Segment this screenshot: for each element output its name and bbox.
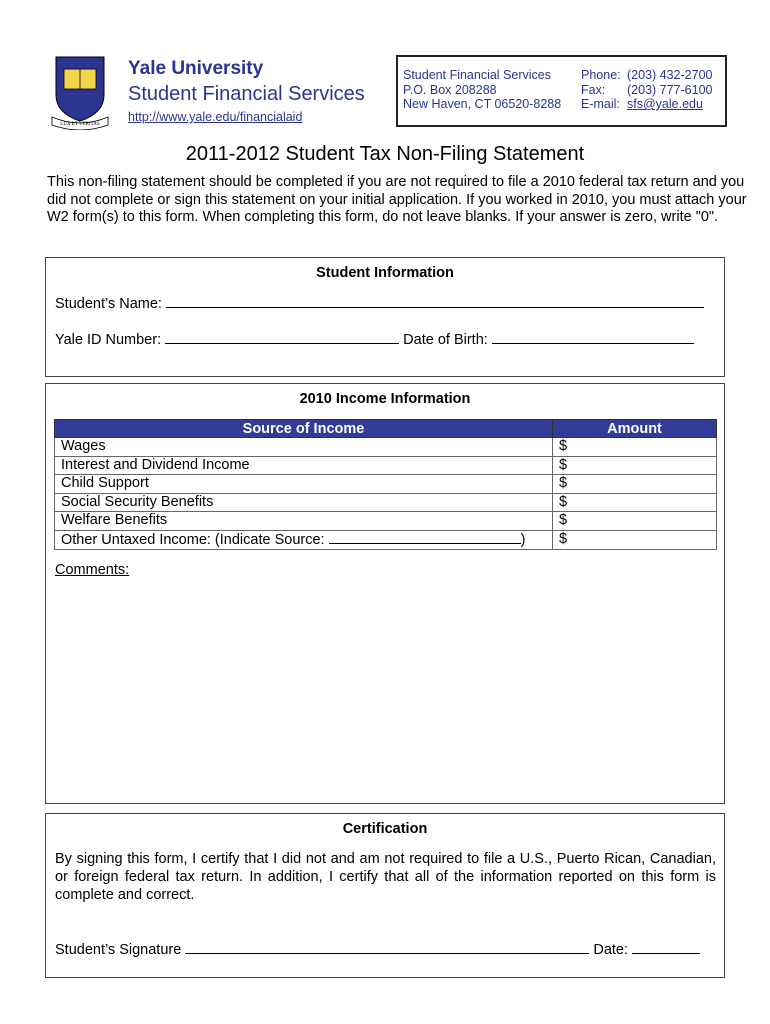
income-source: Welfare Benefits bbox=[55, 512, 553, 531]
income-heading: 2010 Income Information bbox=[299, 391, 471, 407]
table-row bbox=[55, 530, 717, 549]
table-row bbox=[55, 512, 717, 531]
income-source: Child Support bbox=[55, 475, 553, 494]
paren-close: ) bbox=[520, 531, 526, 548]
fax-value: (203) 777-6100 bbox=[627, 82, 713, 97]
department-name: Student Financial Services bbox=[128, 83, 365, 105]
svg-text:LUX ET VERITAS: LUX ET VERITAS bbox=[60, 122, 100, 127]
signature-field[interactable] bbox=[185, 940, 589, 954]
contact-po-box: P.O. Box 208288 bbox=[403, 82, 497, 97]
amount-field[interactable]: $ bbox=[553, 475, 717, 494]
page-title: 2011-2012 Student Tax Non-Filing Statement bbox=[185, 143, 585, 165]
dob-label: Date of Birth: bbox=[403, 332, 488, 348]
yale-id-field[interactable] bbox=[165, 330, 399, 344]
column-header-amount: Amount bbox=[553, 420, 717, 438]
table-row bbox=[55, 438, 717, 457]
amount-field[interactable]: $ bbox=[553, 512, 717, 531]
table-row bbox=[55, 493, 717, 512]
yale-id-label: Yale ID Number: bbox=[55, 332, 162, 348]
certification-text: By signing this form, I certify that I did not and am not required to file a U.S., Puerto Rican, Canadian, or foreign federal tax return. In addition, I certify that all of the information reported on this form is complete and correct. bbox=[55, 851, 716, 903]
phone-label: Phone: bbox=[581, 68, 621, 82]
income-source: Interest and Dividend Income bbox=[55, 456, 553, 475]
contact-box bbox=[396, 55, 727, 127]
income-source: Social Security Benefits bbox=[55, 493, 553, 512]
financial-aid-link[interactable]: http://www.yale.edu/financialaid bbox=[128, 110, 303, 124]
email-label: E-mail: bbox=[581, 97, 620, 111]
yale-shield-logo bbox=[50, 55, 110, 130]
column-header-source: Source of Income bbox=[55, 420, 553, 438]
income-table bbox=[54, 419, 717, 550]
student-information-section bbox=[45, 257, 725, 377]
student-name-label: Student’s Name: bbox=[55, 296, 162, 312]
signature-label: Student’s Signature bbox=[55, 942, 182, 958]
contact-name: Student Financial Services bbox=[403, 68, 551, 82]
email-link[interactable]: sfs@yale.edu bbox=[627, 97, 703, 111]
university-name: Yale University bbox=[128, 58, 264, 79]
other-income-label: Other Untaxed Income: (Indicate Source: bbox=[61, 531, 329, 548]
phone-value: (203) 432-2700 bbox=[627, 68, 713, 82]
comments-label: Comments: bbox=[55, 562, 130, 578]
certification-section bbox=[45, 813, 725, 978]
amount-field[interactable]: $ bbox=[553, 530, 717, 549]
table-row bbox=[55, 456, 717, 475]
amount-field[interactable]: $ bbox=[553, 438, 717, 457]
student-name-field[interactable] bbox=[166, 294, 704, 308]
date-label: Date: bbox=[593, 942, 629, 958]
income-source: Wages bbox=[55, 438, 553, 457]
certification-heading: Certification bbox=[342, 821, 428, 837]
other-source-field[interactable] bbox=[329, 531, 521, 544]
table-row bbox=[55, 475, 717, 494]
dob-field[interactable] bbox=[492, 330, 694, 344]
student-info-heading: Student Information bbox=[316, 265, 454, 281]
amount-field[interactable]: $ bbox=[553, 456, 717, 475]
date-field[interactable] bbox=[632, 940, 700, 954]
income-source bbox=[55, 530, 553, 549]
fax-label: Fax: bbox=[581, 82, 606, 97]
amount-field[interactable]: $ bbox=[553, 493, 717, 512]
income-information-section bbox=[45, 383, 725, 804]
intro-text: This non-filing statement should be completed if you are not required to file a 2010 federal tax return and you did not complete or sign this statement on your initial application. If you worked in 2010, you must attach your W2 form(s) to this form. When completing this form, do not leave blanks. If your answer is zero, write "0". bbox=[47, 174, 747, 226]
comments-field[interactable] bbox=[55, 584, 715, 794]
contact-city: New Haven, CT 06520-8288 bbox=[403, 97, 562, 111]
